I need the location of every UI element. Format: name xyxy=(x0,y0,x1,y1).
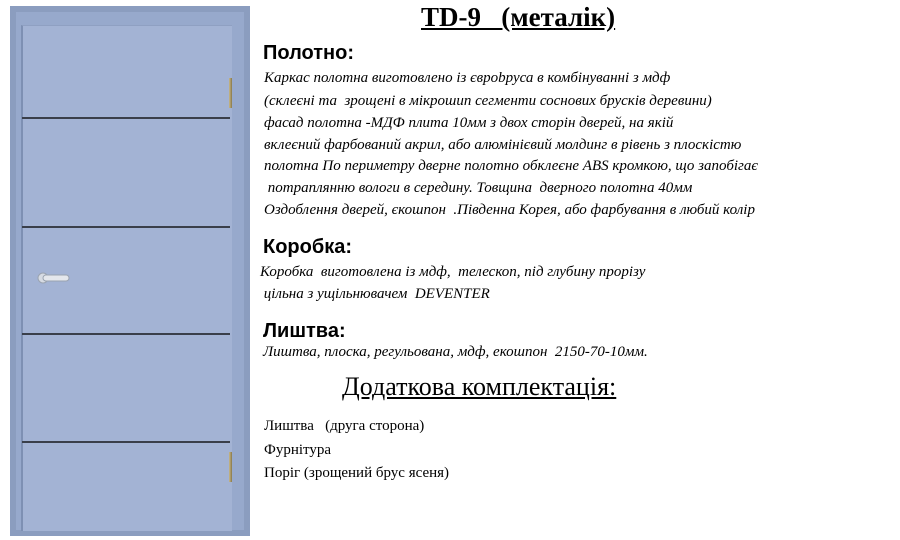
door-groove-3 xyxy=(22,333,230,335)
korobka-line-1: Коробка виготовлена із мдф, телескоп, під глубину прорізу xyxy=(260,264,646,280)
polotno-line-7: Оздоблення дверей, єкошпон .Південна Корея, або фарбування в любий колір xyxy=(264,202,755,218)
polotno-line-5: полотна По периметру дверне полотно обклеєне ABS кромкою, що запобігає xyxy=(264,158,758,174)
polotno-line-6: потраплянню вологи в середину. Товщина дверного полотна 40мм xyxy=(264,180,693,196)
polotno-line-4: вклеєний фарбований акрил, або алюмінієвий молдинг в рівень з плоскістю xyxy=(264,137,742,153)
page-title: TD-9 (металік) xyxy=(421,2,616,32)
additional-heading: Додаткова комплектація: xyxy=(342,372,617,401)
door-groove-2 xyxy=(22,226,230,228)
polotno-line-1: Каркас полотна виготовлено із єврobруса в комбінуванні з мдф xyxy=(264,70,671,86)
lyshtva-line-1: Лиштва, плоска, регульована, мдф, екошпон 2150-70-10мм. xyxy=(263,344,648,360)
door-groove-4 xyxy=(22,441,230,443)
polotno-line-2: (склеєні та зрощені в мікрошип сегменти соснових брусків деревини) xyxy=(264,93,712,109)
additional-item-2: Фурнітура xyxy=(264,442,332,458)
korobka-line-2: цільна з ущільнювачем DEVENTER xyxy=(260,286,490,302)
section-heading-korobka: Коробка: xyxy=(263,236,353,258)
door-handle-icon xyxy=(36,270,70,286)
door-groove-1 xyxy=(22,117,230,119)
hinge-top xyxy=(229,78,232,108)
section-heading-lyshtva: Лиштва: xyxy=(263,320,346,342)
additional-item-1: Лиштва (друга сторона) xyxy=(264,418,425,434)
hinge-bottom xyxy=(229,452,232,482)
polotno-line-3: фасад полотна -МДФ плита 10мм з двох сторін дверей, на якій xyxy=(264,115,674,131)
section-heading-polotno: Полотно: xyxy=(263,42,355,64)
additional-item-3: Поріг (зрощений брус ясеня) xyxy=(264,465,450,481)
